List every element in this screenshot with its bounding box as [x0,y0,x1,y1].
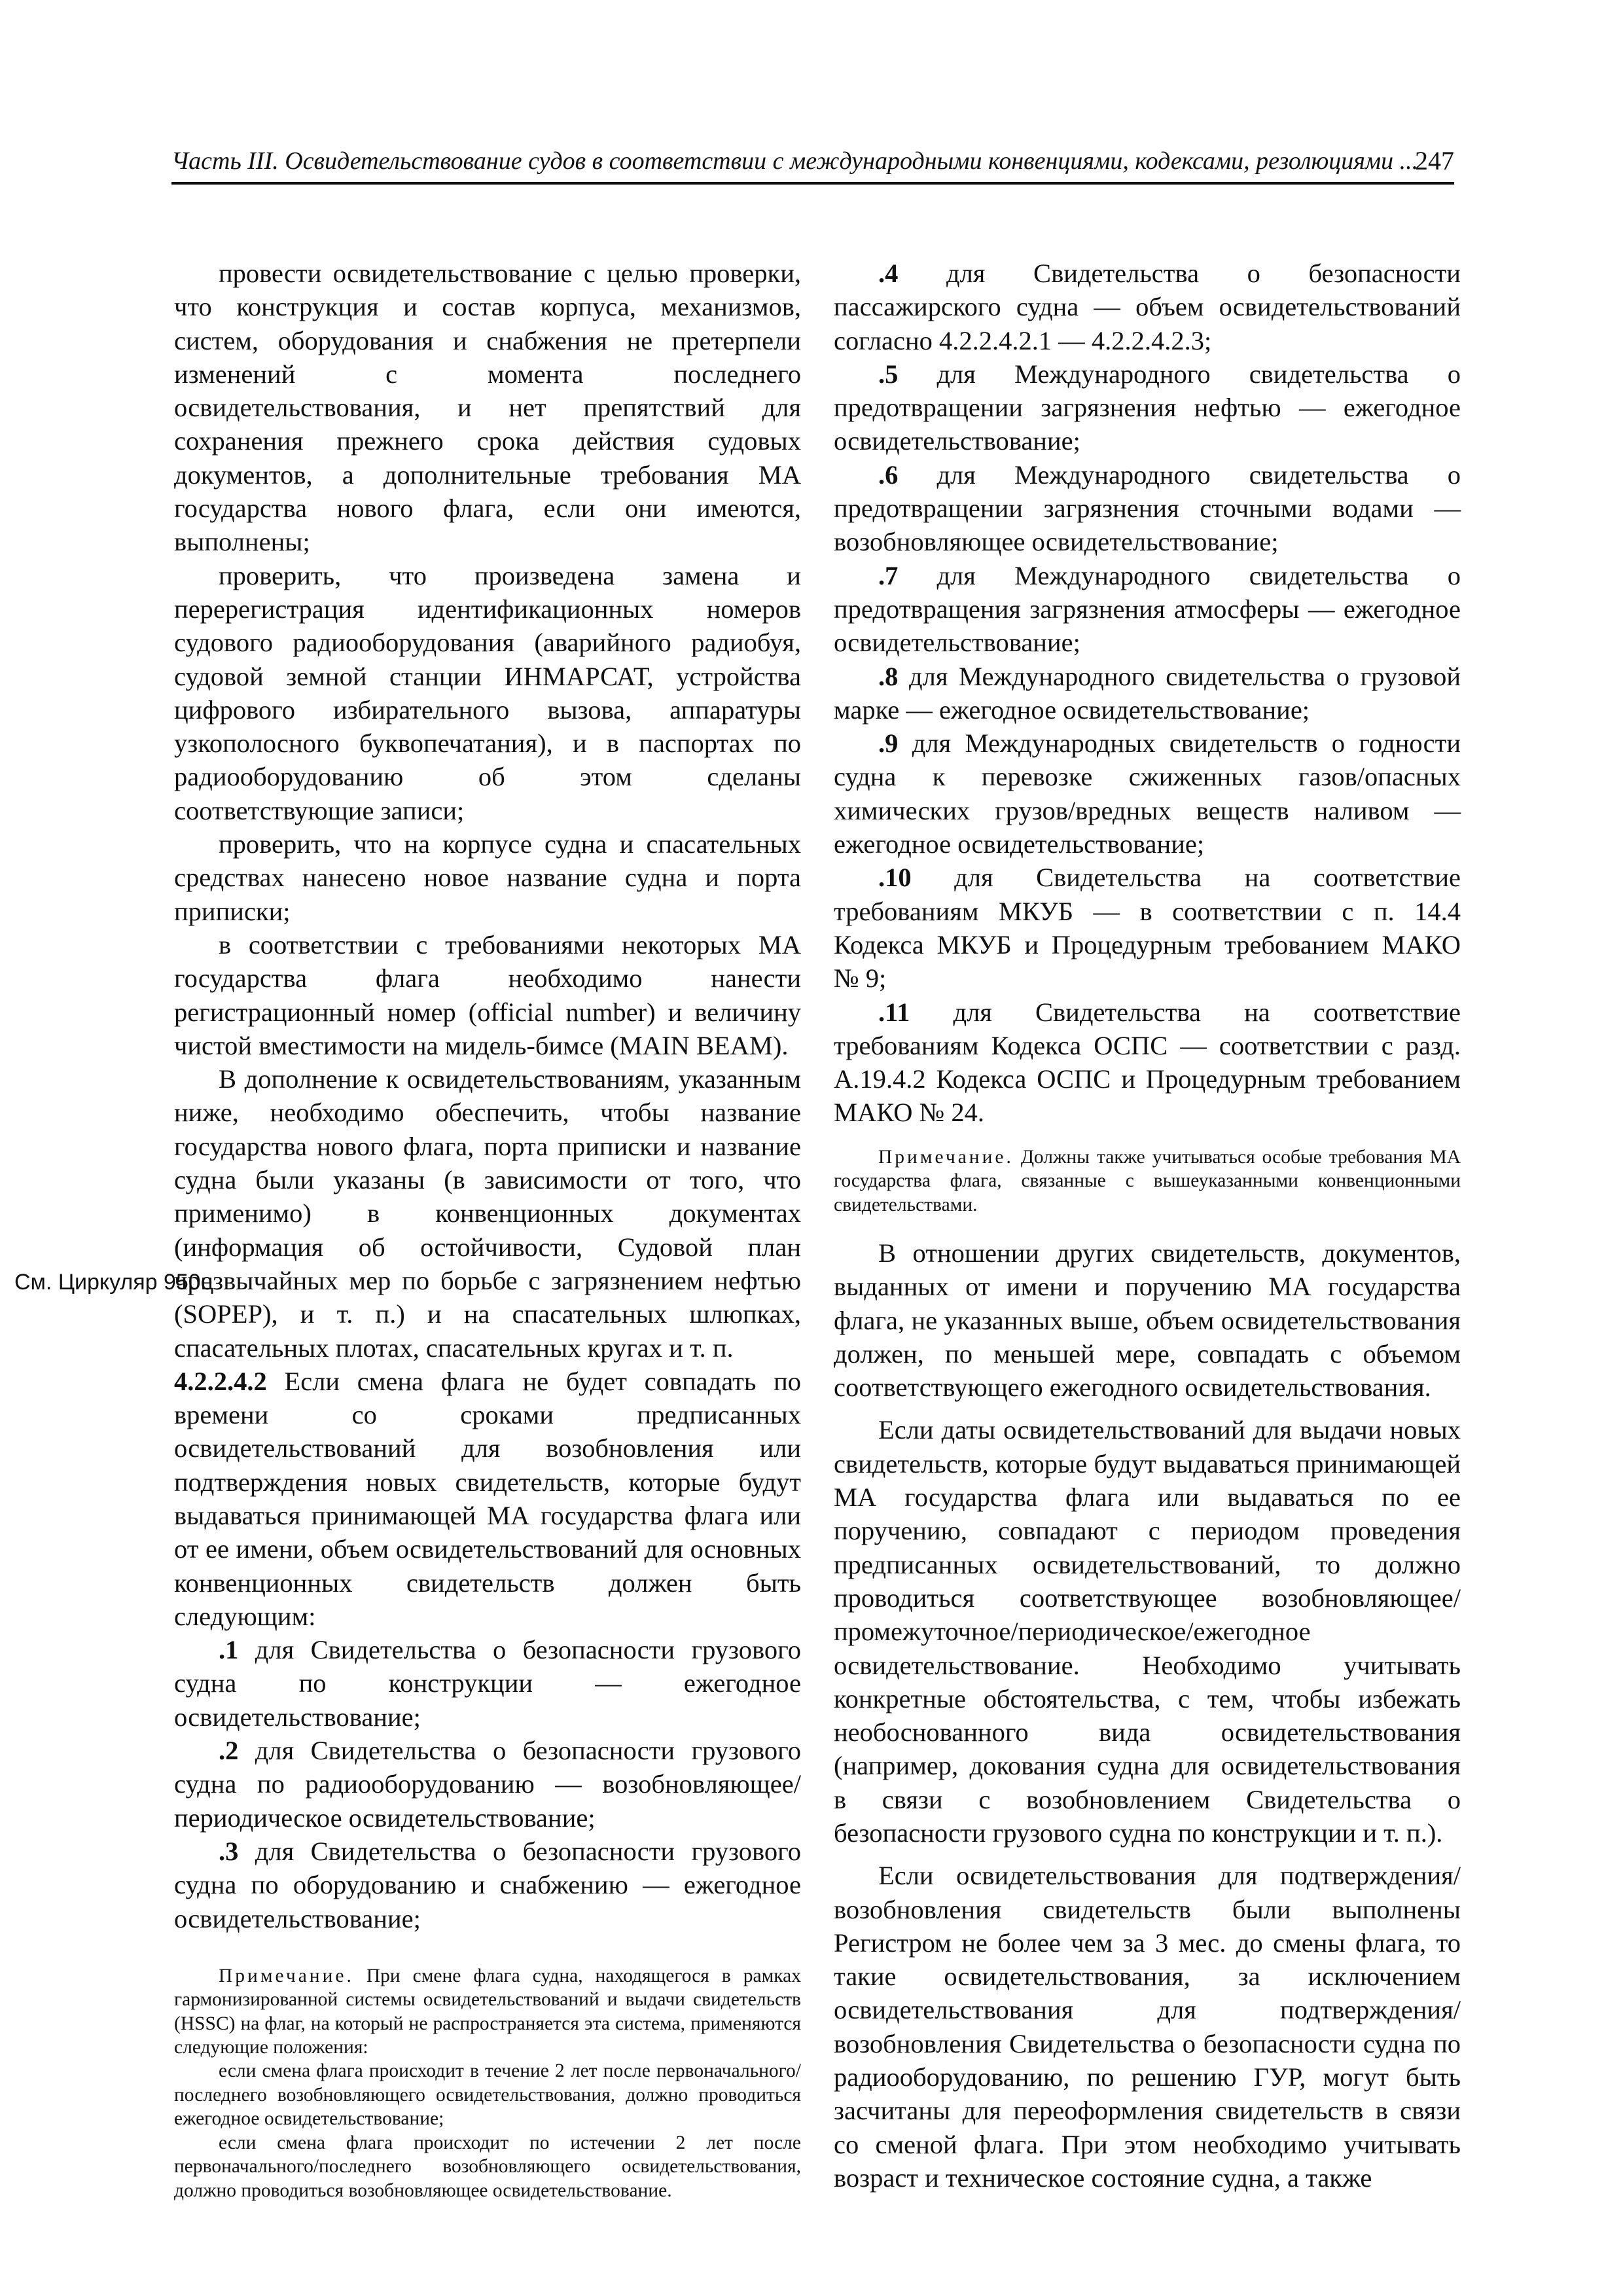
list-item: .5 для Международного свидетельства о предотвращении загрязнения нефтью — ежегодное освидетельствование; [834,359,1461,456]
page-number: 247 [1415,146,1454,175]
margin-note: См. Циркуляр 950ц [14,1270,214,1295]
note-block [834,1145,1461,1217]
header-title: Часть III. Освидетельствование судов в соответствии с международными конвенциями, кодексами, резолюциями ... [171,147,1419,175]
note-label: Примечание. [878,1146,1014,1168]
list-item: .7 для Международного свидетельства о предотвращения загрязнения атмосферы — ежегодное освидетельствование; [834,560,1461,658]
paragraph: проверить, что произведена замена и перерегистрация идентификационных номеров судового радиооборудования (аварийного радиобуя, судовой земной станции ИНМАРСАТ, устройства цифрового избирательного вызова, аппаратуры узкополосного буквопечатания), и в паспортах по радиооборудованию об этом сделаны соответствующие записи; [174,560,801,825]
list-item: .1 для Свидетельства о безопасности грузового судна по конструкции — ежегодное освидетельствование; [174,1635,801,1732]
section-number: 4.2.2.4.2 [174,1366,267,1396]
header-rule [171,182,1454,185]
item-number: .4 [878,259,899,288]
note-paragraph: Примечание. Должны также учитываться особые требования МА государства флага, связанные с вышеуказанными конвенционными свидетельствами. [834,1146,1461,1215]
item-number: .7 [878,560,899,590]
item-number: .6 [878,459,899,490]
note-paragraph: если смена флага происходит по истечении 2 лет после первоначального/последнего возобновляющего освидетельствования, должно проводиться возобновляющее освидетельствование. [174,2132,801,2201]
note-paragraph: Примечание. При смене флага судна, находящегося в рамках гармонизированной системы освидетельствований и выдачи свидетельств (HSSC) на флаг, на который не распространяется эта система, применяются следующие положения: [174,1965,801,2058]
note-paragraph: если смена флага происходит в течение 2 лет после первоначального/последнего возобновляющего освидетельствования, должно проводиться ежегодное освидетельствование; [174,2060,801,2130]
paragraph: проверить, что на корпусе судна и спасательных средствах нанесено новое название судна и порта приписки; [174,829,801,926]
item-number: .2 [219,1736,239,1766]
list-item: .11 для Свидетельства на соответствие требованиям Кодекса ОСПС — соответствии с разд. А.19.4.2 Кодекса ОСПС и Процедурным требованием МАКО № 24. [834,997,1461,1128]
paragraph: В дополнение к освидетельствованиям, указанным ниже, необходимо обеспечить, чтобы название государства нового флага, порта приписки и название судна были указаны (в зависимости от того, что применимо) в конвенционных документах (информация об остойчивости, Судовой план чрезвычайных мер по борьбе с загрязнением нефтью (SOPEP), и т. п.) и на спасательных шлюпках, спасательных плотах, спасательных кругах и т. п. [174,1064,801,1363]
note-label: Примечание. [219,1965,354,1986]
list-item: .4 для Свидетельства о безопасности пассажирского судна — объем освидетельствований согласно 4.2.2.4.2.1 — 4.2.2.4.2.3; [834,259,1461,355]
item-number: .8 [878,661,899,691]
list-item: .2 для Свидетельства о безопасности грузового судна по радиооборудованию — возобновляющее/ периодическое освидетельствование; [174,1736,801,1833]
list-item: .6 для Международного свидетельства о предотвращении загрязнения сточными водами — возобновляющее освидетельствование; [834,459,1461,557]
item-number: .9 [878,728,899,759]
right-column [834,257,1461,2195]
running-header [171,145,1454,177]
item-number: .5 [878,359,899,389]
left-column [174,257,801,2202]
item-number: .3 [219,1836,239,1866]
paragraph: провести освидетельствование с целью проверки, что конструкция и состав корпуса, механизмов, систем, оборудования и снабжения не претерпели изменений с момента последнего освидетельствования, и нет препятствий для сохранения прежнего срока действия судовых документов, а дополнительные требования МА государства нового флага, если они имеются, выполнены; [174,259,801,557]
note-block [174,1964,801,2202]
section-4-2-2-4-2: 4.2.2.4.2 Если смена флага не будет совпадать по времени со сроками предписанных освидетельствований для возобновления или подтверждения новых свидетельств, которые будут выдаваться принимающей МА государства флага или от ее имени, объем освидетельствований для основных конвенционных свидетельств должен быть следующим: [174,1366,801,1631]
paragraph: Если даты освидетельствований для выдачи новых свидетельств, которые будут выдаваться принимающей МА государства флага или выдаваться по ее поручению, совпадают с периодом проведения предписанных освидетельствований, то должно проводиться соответствующее возобновляющее/промежуточное/периодическое/ежегодное освидетельствование. Необходимо учитывать конкретные обстоятельства, с тем, чтобы избежать необоснованного вида освидетельствования (например, докования судна для освидетельствования в связи с возобновлением Свидетельства о безопасности грузового судна по конструкции и т. п.). [834,1415,1461,1848]
item-number: .10 [878,863,912,893]
paragraph: Если освидетельствования для подтверждения/ возобновления свидетельств были выполнены Регистром не более чем за 3 мес. до смены флага, то такие освидетельствования, за исключением освидетельствования для подтверждения/возобновления Свидетельства о безопасности судна по радиооборудованию, по решению ГУР, могут быть засчитаны для переоформления свидетельств в связи со сменой флага. При этом необходимо учитывать возраст и техническое состояние судна, а также [834,1861,1461,2193]
paragraph: В отношении других свидетельств, документов, выданных от имени и поручению МА государства флага, не указанных выше, объем освидетельствования должен, по меньшей мере, совпадать с объемом соответствующего ежегодного освидетельствования. [834,1238,1461,1403]
list-item: .10 для Свидетельства на соответствие требованиям МКУБ — в соответствии с п. 14.4 Кодекса МКУБ и Процедурным требованием МАКО № 9; [834,863,1461,994]
paragraph: в соответствии с требованиями некоторых МА государства флага необходимо нанести регистрационный номер (official number) и величину чистой вместимости на мидель-бимсе (MAIN BEAM). [174,929,801,1060]
item-number: .11 [878,997,910,1027]
list-item: .3 для Свидетельства о безопасности грузового судна по оборудованию и снабжению — ежегодное освидетельствование; [174,1836,801,1933]
list-item: .8 для Международного свидетельства о грузовой марке — ежегодное освидетельствование; [834,661,1461,725]
item-number: .1 [219,1635,239,1665]
list-item: .9 для Международных свидетельств о годности судна к перевозке сжиженных газов/опасных химических грузов/вредных веществ наливом — ежегодное освидетельствование; [834,728,1461,859]
